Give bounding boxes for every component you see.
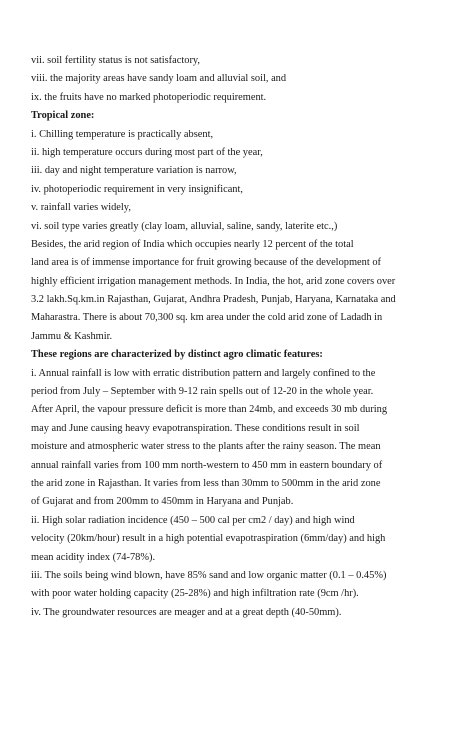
text-line: Besides, the arid region of India which occupies nearly 12 percent of the total [31,238,354,250]
text-line: mean acidity index (74-78%). [31,551,156,563]
text-line: ii. High solar radiation incidence (450 – 500 cal per cm2 / day) and high wind [31,514,355,526]
text-line: vi. soil type varies greatly (clay loam, alluvial, saline, sandy, laterite etc.,) [31,220,338,232]
text-line: vii. soil fertility status is not satisfactory, [31,55,201,66]
text-line: After April, the vapour pressure deficit is more than 24mb, and exceeds 30 mb during [31,404,388,416]
text-line: annual rainfall varies from 100 mm north-western to 450 mm in eastern boundary of [31,459,383,471]
text-line: with poor water holding capacity (25-28%) and high infiltration rate (9cm /hr). [31,588,359,600]
document-page [31,52,451,622]
text-line: period from July – September with 9-12 rain spells out of 12-20 in the whole year. [31,386,374,398]
text-line: ix. the fruits have no marked photoperiodic requirement. [31,91,267,103]
text-line: v. rainfall varies widely, [31,202,131,214]
text-line: i. Annual rainfall is low with erratic distribution pattern and largely confined to the [31,367,376,379]
section-heading: Tropical zone: [31,110,95,122]
text-line: iii. day and night temperature variation is narrow, [31,165,237,177]
text-line: may and June causing heavy evapotranspiration. These conditions result in soil [31,422,360,434]
text-line: ii. high temperature occurs during most part of the year, [31,146,263,158]
text-line: moisture and atmospheric water stress to the plants after the rainy season. The mean [31,441,381,453]
text-line: the arid zone in Rajasthan. It varies from less than 30mm to 500mm in the arid zone [31,477,381,489]
text-line: i. Chilling temperature is practically absent, [31,128,214,140]
section-heading: These regions are characterized by distinct agro climatic features: [31,349,323,361]
text-line: Jammu & Kashmir. [31,330,113,342]
text-line: velocity (20km/hour) result in a high potential evapotraspiration (6mm/day) and high [31,533,386,545]
text-line: iv. photoperiodic requirement in very insignificant, [31,183,243,195]
text-line: 3.2 lakh.Sq.km.in Rajasthan, Gujarat, Andhra Pradesh, Punjab, Haryana, Karnataka and [31,294,396,306]
text-line: highly efficient irrigation management methods. In India, the hot, arid zone covers over [31,275,396,287]
text-line: land area is of immense importance for fruit growing because of the development of [31,257,381,269]
text-line: iv. The groundwater resources are meager and at a great depth (40-50mm). [31,606,342,618]
text-line: of Gujarat and from 200mm to 450mm in Haryana and Punjab. [31,496,294,508]
text-line: iii. The soils being wind blown, have 85% sand and low organic matter (0.1 – 0.45%) [31,569,387,581]
text-line: Maharastra. There is about 70,300 sq. km area under the cold arid zone of Ladadh in [31,312,383,324]
text-line: viii. the majority areas have sandy loam and alluvial soil, and [31,73,287,85]
